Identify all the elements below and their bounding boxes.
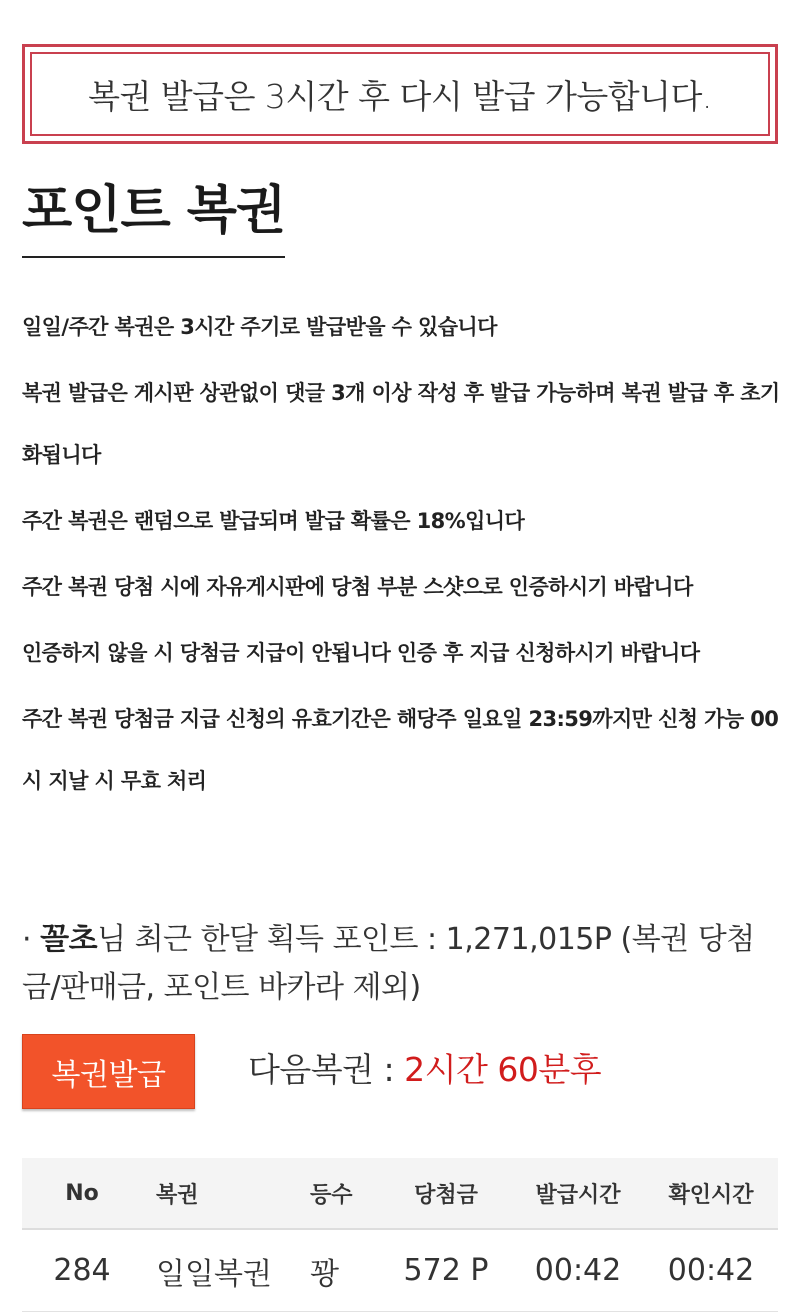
- rule-item: 주간 복권 당첨 시에 자유게시판에 당첨 부분 스샷으로 인증하시기 바랍니다: [22, 575, 693, 599]
- cell-prize: 572 P: [403, 1253, 489, 1288]
- rules-list: [22, 296, 782, 816]
- table-row: [22, 1230, 778, 1312]
- header-checked-time: 확인시간: [668, 1182, 754, 1208]
- header-rank: 등수: [310, 1182, 353, 1208]
- notice-box: [22, 44, 778, 144]
- monthly-points: [22, 916, 782, 1012]
- lottery-history-table: [22, 1158, 778, 1312]
- page-title: 포인트 복권: [22, 180, 285, 258]
- next-lottery-time: 2시간 60분후: [404, 1050, 602, 1089]
- notice-text: 복권 발급은 3시간 후 다시 발급 가능합니다.: [30, 52, 770, 136]
- rule-item: 인증하지 않을 시 당첨금 지급이 안됩니다 인증 후 지급 신청하시기 바랍니다: [22, 641, 700, 665]
- table-header: [22, 1158, 778, 1230]
- cell-lottery: 일일복권: [156, 1256, 272, 1292]
- username: 꼴초: [40, 922, 98, 957]
- header-lottery: 복권: [156, 1182, 199, 1208]
- header-prize: 당첨금: [414, 1182, 478, 1208]
- cell-issued-time: 00:42: [534, 1253, 622, 1288]
- cell-checked-time: 00:42: [667, 1253, 755, 1288]
- cell-no: 284: [53, 1253, 111, 1288]
- points-text: 님 최근 한달 획득 포인트 : 1,271,015P (복권 당첨금/판매금, 포인트 바카라 제외): [22, 922, 755, 1005]
- next-lottery-label: 다음복권 :: [248, 1050, 405, 1089]
- next-lottery: [248, 1046, 601, 1094]
- rule-item: 주간 복권 당첨금 지급 신청의 유효기간은 해당주 일요일 23:59까지만 신청 가능 00시 지날 시 무효 처리: [22, 707, 779, 793]
- header-no: No: [65, 1180, 99, 1206]
- rule-item: 주간 복권은 랜덤으로 발급되며 발급 확률은 18%입니다: [22, 509, 525, 533]
- header-issued-time: 발급시간: [535, 1182, 621, 1208]
- rule-item: 일일/주간 복권은 3시간 주기로 발급받을 수 있습니다: [22, 315, 497, 339]
- bullet: ·: [22, 922, 32, 957]
- issue-lottery-button[interactable]: 복권발급: [22, 1034, 195, 1109]
- rule-item: 복권 발급은 게시판 상관없이 댓글 3개 이상 작성 후 발급 가능하며 복권 발급 후 초기화됩니다: [22, 381, 780, 467]
- cell-rank: 꽝: [310, 1256, 339, 1292]
